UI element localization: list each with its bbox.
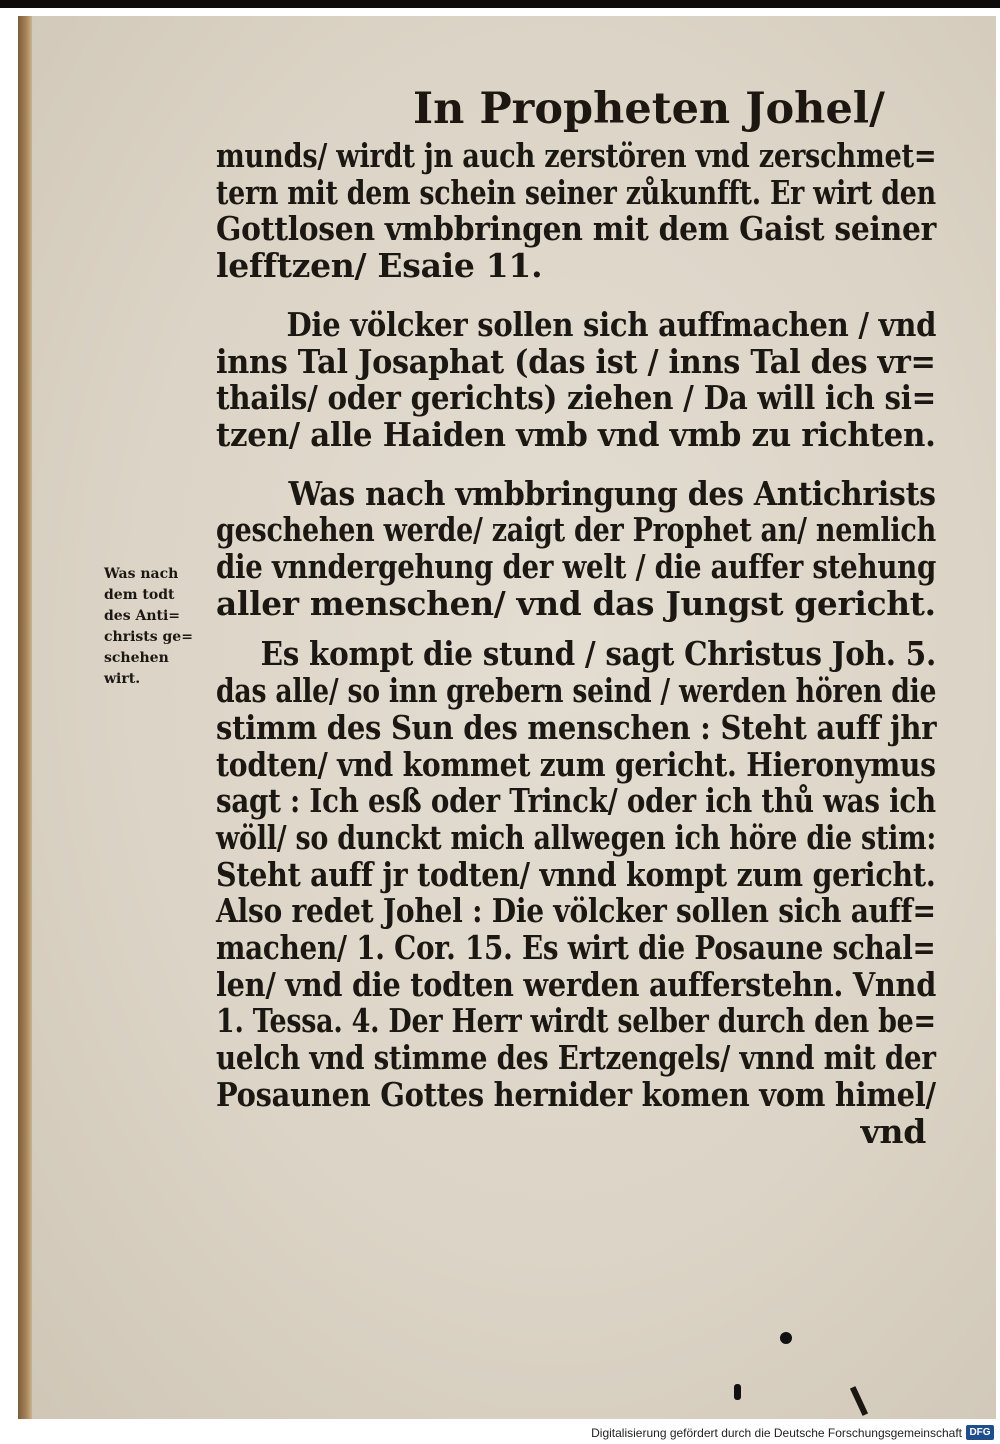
text-line: todten/ vnd kommet zum gericht. Hieronymus (216, 744, 936, 784)
margin-line: dem todt (104, 587, 175, 603)
catchword: vnd (860, 1111, 926, 1151)
text-line: munds/ wirdt jn auch zerstören vnd zerschmet= (216, 136, 937, 175)
footer-credit: Digitalisierung gefördert durch die Deutsche Forschungsgemeinschaft (591, 1426, 962, 1440)
text-line: tzen/ alle Haiden vmb vnd vmb zu richten. (216, 414, 936, 454)
text-line: Steht auff jr todten/ vnnd kompt zum gericht. (216, 854, 936, 894)
text-line: inns Tal Josaphat (das ist / inns Tal des vr= (216, 341, 936, 381)
ink-stroke (850, 1386, 868, 1416)
running-header: In Propheten Johel/ (413, 84, 885, 134)
ink-spot (780, 1332, 792, 1344)
text-line: thails/ oder gerichts) ziehen / Da will ich si= (216, 378, 936, 418)
text-line: 1. Tessa. 4. Der Herr wirdt selber durch den be= (216, 1001, 936, 1041)
text-line: die vnndergehung der welt / die auffer stehung (216, 547, 937, 587)
text-line: Posaunen Gottes hernider komen vom himel/ (216, 1074, 936, 1114)
text-line: tern mit dem schein seiner zůkunfft. Er wirt den (216, 172, 936, 212)
text-line: Gottlosen vmbbringen mit dem Gaist seiner (216, 209, 937, 249)
text-line: Was nach vmbbringung des Antichrists (288, 473, 936, 513)
book-spine-edge (18, 16, 32, 1419)
book-leaf (18, 16, 996, 1419)
text-line: len/ vnd die todten werden aufferstehn. Vnnd (216, 964, 937, 1004)
text-line: lefftzen/ Esaie 11. (216, 246, 543, 286)
text-line: Die völcker sollen sich auffmachen / vnd (286, 304, 937, 344)
text-line: uelch vnd stimme des Ertzengels/ vnnd mit der (216, 1038, 936, 1078)
text-line: stimm des Sun des menschen : Steht auff jhr (216, 707, 937, 747)
text-line: geschehen werde/ zaigt der Prophet an/ nemlich (216, 510, 936, 550)
main-text-block (216, 138, 936, 1150)
marginal-note (104, 564, 224, 690)
text-line: Es kompt die stund / sagt Christus Joh. 5. (260, 634, 936, 674)
text-line: machen/ 1. Cor. 15. Es wirt die Posaune schal= (216, 928, 936, 968)
margin-line: wirt. (104, 671, 141, 687)
text-line: das alle/ so inn grebern seind / werden hören die (216, 671, 937, 711)
text-line: Also redet Johel : Die völcker sollen sich auff= (216, 891, 936, 931)
digitization-footer (0, 1422, 1000, 1444)
scan-page (0, 8, 1000, 1422)
ink-spot (734, 1384, 741, 1400)
margin-line: Was nach (104, 566, 179, 582)
margin-line: des Anti= (104, 608, 181, 624)
text-line: sagt : Ich esß oder Trinck/ oder ich thů was ich (216, 781, 936, 821)
text-line: wöll/ so dunckt mich allwegen ich höre die stim: (216, 817, 937, 857)
margin-line: christs ge= (104, 629, 193, 645)
text-line: aller menschen/ vnd das Jungst gericht. (216, 583, 936, 623)
margin-line: schehen (104, 650, 169, 666)
dfg-logo: DFG (966, 1425, 994, 1440)
